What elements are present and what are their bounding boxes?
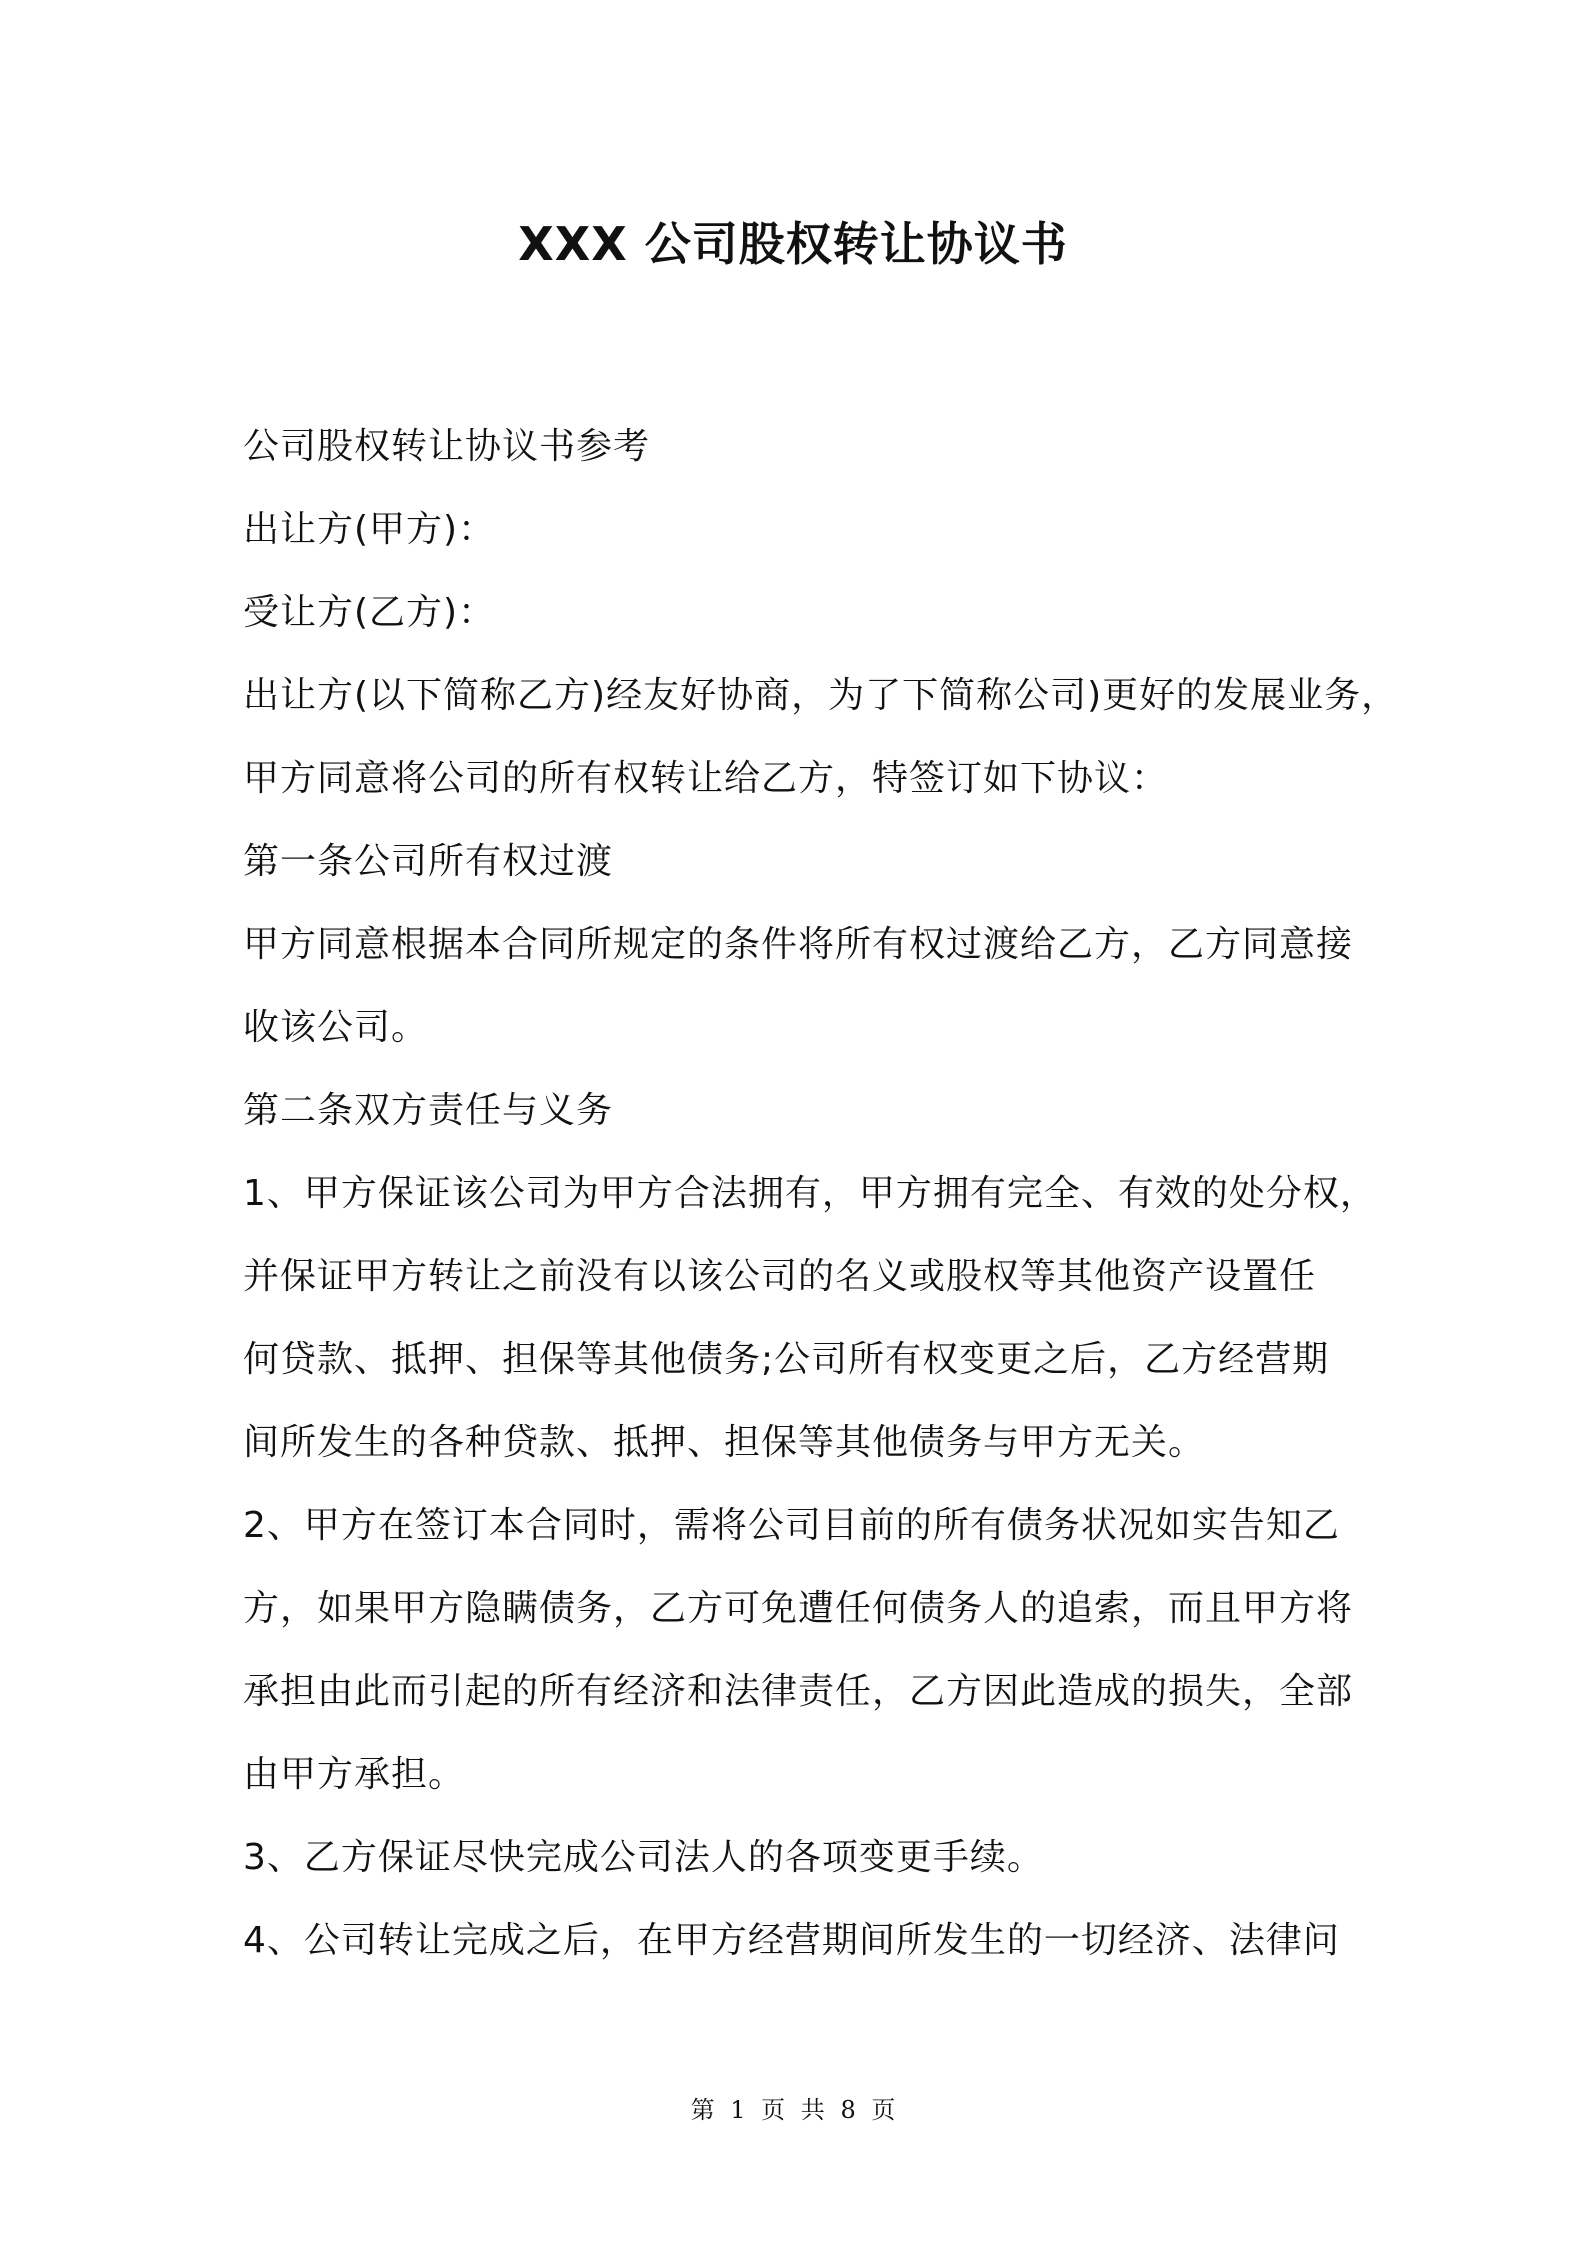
body-line: 承担由此而引起的所有经济和法律责任，乙方因此造成的损失，全部 (243, 1671, 1354, 1712)
body-line: 并保证甲方转让之前没有以该公司的名义或股权等其他资产设置任 (243, 1256, 1317, 1297)
body-line: 出让方(甲方)： (243, 509, 496, 550)
body-line: 公司股权转让协议书参考 (243, 426, 651, 467)
body-line: 间所发生的各种贷款、抵押、担保等其他债务与甲方无关。 (243, 1422, 1206, 1463)
body-line: 4、公司转让完成之后，在甲方经营期间所发生的一切经济、法律问 (243, 1920, 1340, 1961)
body-line: 1、甲方保证该公司为甲方合法拥有，甲方拥有完全、有效的处分权， (243, 1173, 1377, 1214)
body-line: 甲方同意根据本合同所规定的条件将所有权过渡给乙方，乙方同意接 (243, 924, 1354, 965)
body-line: 收该公司。 (243, 1007, 429, 1048)
body-line: 3、乙方保证尽快完成公司法人的各项变更手续。 (243, 1837, 1044, 1878)
body-line: 甲方同意将公司的所有权转让给乙方，特签订如下协议： (243, 758, 1169, 799)
body-line: 受让方(乙方)： (243, 592, 496, 633)
body-line: 2、甲方在签订本合同时，需将公司目前的所有债务状况如实告知乙 (243, 1505, 1340, 1546)
page-number-footer: 第 1 页 共 8 页 (690, 2096, 896, 2124)
body-line: 由甲方承担。 (243, 1754, 466, 1795)
section-heading: 第一条公司所有权过渡 (243, 841, 614, 882)
section-heading: 第二条双方责任与义务 (243, 1090, 614, 1131)
document-body (243, 405, 1399, 1982)
document-title: XXX 公司股权转让协议书 (518, 217, 1068, 271)
body-line: 出让方(以下简称乙方)经友好协商，为了下简称公司)更好的发展业务， (243, 675, 1399, 716)
body-line: 何贷款、抵押、担保等其他债务;公司所有权变更之后，乙方经营期 (243, 1339, 1330, 1380)
body-line: 方，如果甲方隐瞒债务，乙方可免遭任何债务人的追索，而且甲方将 (243, 1588, 1354, 1629)
